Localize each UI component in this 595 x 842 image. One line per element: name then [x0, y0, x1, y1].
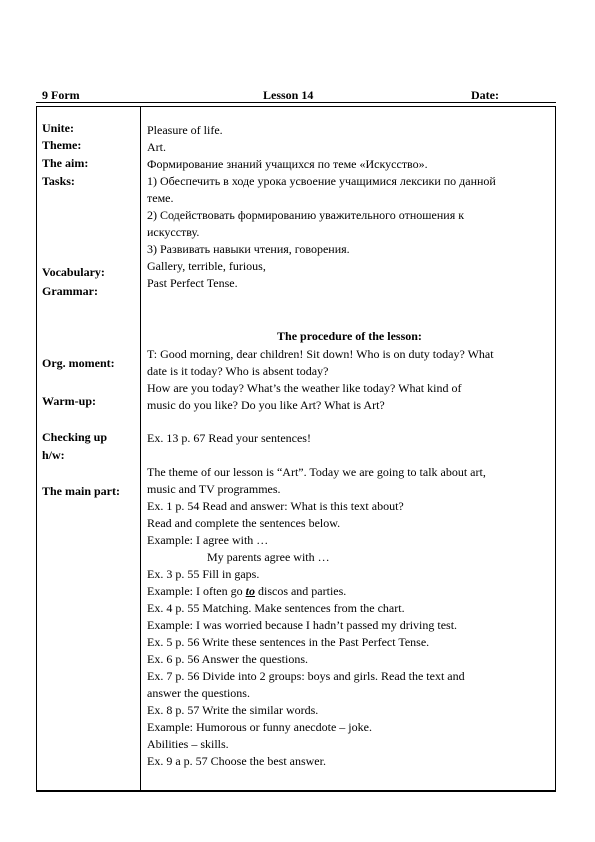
vocabulary-text: Gallery, terrible, furious, [147, 259, 266, 273]
org-moment-line-2: date is it today? Who is absent today? [147, 364, 329, 378]
main-line-13: Ex. 7 p. 56 Divide into 2 groups: boys and girls. Read the text and [147, 669, 465, 683]
main-line-14: answer the questions. [147, 686, 250, 700]
main-line-10: Example: I was worried because I hadn’t passed my driving test. [147, 618, 458, 632]
org-moment-line-1: T: Good morning, dear children! Sit down! Who is on duty today? What [147, 347, 494, 361]
task-2-line-1: 2) Содействовать формированию уважительного отношения к [147, 208, 465, 222]
label-hw: h/w: [42, 448, 65, 462]
main-line-6: My parents agree with … [207, 550, 330, 564]
label-main-part: The main part: [42, 484, 120, 498]
unite-text: Pleasure of life. [147, 123, 223, 137]
theme-text: Art. [147, 140, 166, 154]
main-line-16: Example: Humorous or funny anecdote – joke. [147, 720, 372, 734]
label-vocabulary: Vocabulary: [42, 265, 105, 279]
task-1-line-2: теме. [147, 191, 174, 205]
task-1-line-1: 1) Обеспечить в ходе урока усвоение учащимися лексики по данной [147, 174, 496, 188]
task-2-line-2: искусству. [147, 225, 200, 239]
procedure-title: The procedure of the lesson: [277, 329, 422, 343]
main-line-11: Ex. 5 p. 56 Write these sentences in the Past Perfect Tense. [147, 635, 430, 649]
main-line-5: Example: I agree with … [147, 533, 269, 547]
label-unite: Unite: [42, 121, 74, 135]
main-line-8-end: discos and parties. [254, 584, 347, 598]
main-line-4: Read and complete the sentences below. [147, 516, 341, 530]
label-org-moment: Org. moment: [42, 356, 115, 370]
main-line-1: The theme of our lesson is “Art”. Today we are going to talk about art, [147, 465, 486, 479]
main-line-2: music and TV programmes. [147, 482, 281, 496]
warm-up-line-2: music do you like? Do you like Art? What is Art? [147, 398, 385, 412]
checking-text: Ex. 13 p. 67 Read your sentences! [147, 431, 311, 445]
warm-up-line-1: How are you today? What’s the weather like today? What kind of [147, 381, 462, 395]
main-line-15: Ex. 8 p. 57 Write the similar words. [147, 703, 319, 717]
main-line-9: Ex. 4 p. 55 Matching. Make sentences from the chart. [147, 601, 405, 615]
date-label: Date: [471, 88, 499, 102]
emphasized-word: to [245, 584, 255, 598]
label-aim: The aim: [42, 156, 89, 170]
main-line-12: Ex. 6 p. 56 Answer the questions. [147, 652, 308, 666]
label-checking-up: Checking up [42, 430, 108, 444]
task-3-text: 3) Развивать навыки чтения, говорения. [147, 242, 350, 256]
main-line-17: Abilities – skills. [147, 737, 229, 751]
grammar-text: Past Perfect Tense. [147, 276, 238, 290]
main-line-8 [147, 583, 346, 600]
label-tasks: Tasks: [42, 174, 75, 188]
main-line-3: Ex. 1 p. 54 Read and answer: What is this text about? [147, 499, 404, 513]
main-line-7: Ex. 3 p. 55 Fill in gaps. [147, 567, 260, 581]
main-line-18: Ex. 9 a p. 57 Choose the best answer. [147, 754, 326, 768]
header-underline [36, 102, 556, 103]
main-line-8-start: Example: I often go [147, 584, 246, 598]
column-divider [140, 106, 141, 792]
label-theme: Theme: [42, 138, 82, 152]
label-grammar: Grammar: [42, 284, 98, 298]
label-warm-up: Warm-up: [42, 394, 96, 408]
lesson-label: Lesson 14 [263, 88, 314, 102]
aim-text: Формирование знаний учащихся по теме «Искусство». [147, 157, 428, 171]
form-label: 9 Form [42, 88, 80, 102]
